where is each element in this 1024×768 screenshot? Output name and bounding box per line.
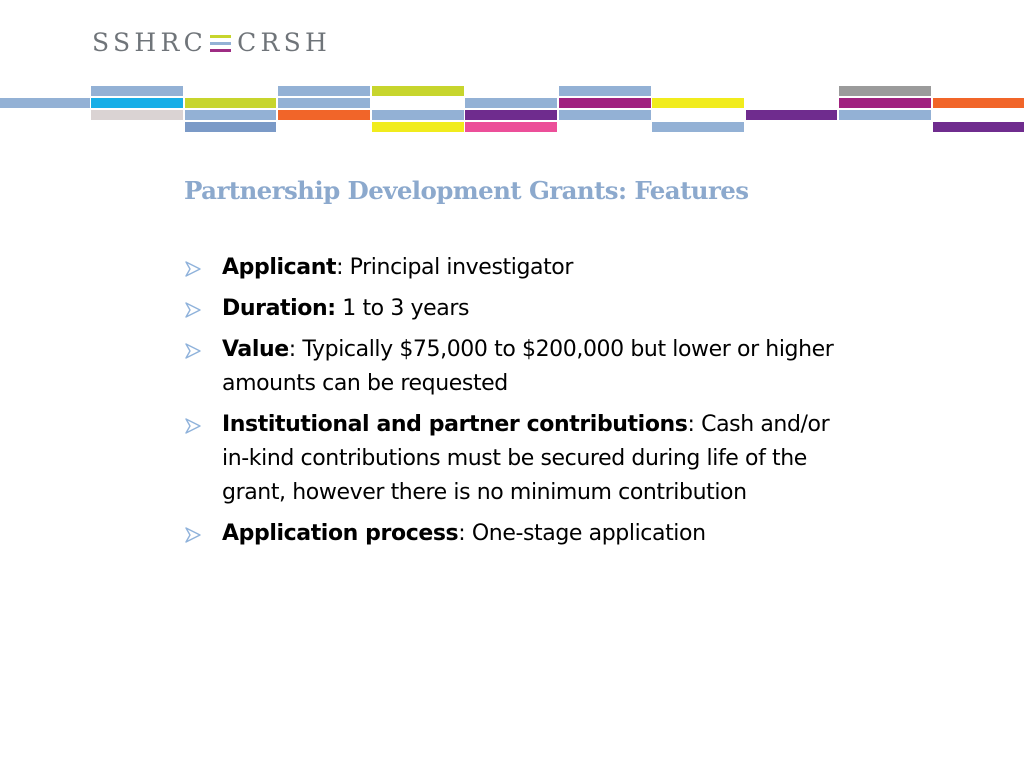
arrow-bullet-icon [184,301,202,319]
bullet-label: Applicant [222,255,337,280]
arrow-bullet-icon [184,526,202,544]
stripe [746,110,837,120]
stripe [278,98,370,108]
stripe [185,122,276,132]
stripe [372,110,464,120]
stripe [839,98,931,108]
bullet-separator: : [687,412,695,437]
logo-left-word: SSHRC [92,28,208,57]
list-item-application-process [184,517,834,551]
bullet-label: Duration: [222,296,336,321]
bullet-separator: : [458,521,466,546]
arrow-bullet-icon [184,417,202,435]
bullet-text: Cash and/or in-kind contributions must be secured during life of the grant, however there is no minimum contribution [222,412,830,505]
stripe [559,110,651,120]
stripe [465,122,557,132]
arrow-bullet-icon [184,260,202,278]
list-item-contributions [184,408,834,510]
stripe [372,86,464,96]
stripe [559,86,651,96]
bullet-label: Institutional and partner contributions [222,412,688,437]
bullet-text: 1 to 3 years [335,296,470,321]
stripe [839,86,931,96]
stripe [839,110,931,120]
bullet-label: Application process [222,521,459,546]
bullet-separator: : [288,337,296,362]
slide-title: Partnership Development Grants: Features [184,176,749,205]
stripe [465,98,557,108]
stripe [278,86,370,96]
stripe [652,122,744,132]
stripe [91,98,183,108]
bullet-text: Typically $75,000 to $200,000 but lower or higher amounts can be requested [222,337,834,396]
feature-list [184,251,834,558]
bullet-separator: : [336,255,344,280]
bullet-text: One-stage application [465,521,706,546]
stripe [0,98,90,108]
decorative-stripe-band [0,0,1024,140]
logo-right-word: CRSH [237,28,332,57]
stripe [91,86,183,96]
list-item-value [184,333,834,401]
bullet-label: Value [222,337,289,362]
stripe [465,110,557,120]
stripe [559,98,651,108]
stripe [372,122,464,132]
stripe [185,98,276,108]
list-item-applicant [184,251,834,285]
stripe [185,110,276,120]
stripe [278,110,370,120]
stripe [652,98,744,108]
stripe [91,110,183,120]
arrow-bullet-icon [184,342,202,360]
stripe [933,122,1024,132]
list-item-duration [184,292,834,326]
stripe [933,98,1024,108]
bullet-text: Principal investigator [343,255,574,280]
